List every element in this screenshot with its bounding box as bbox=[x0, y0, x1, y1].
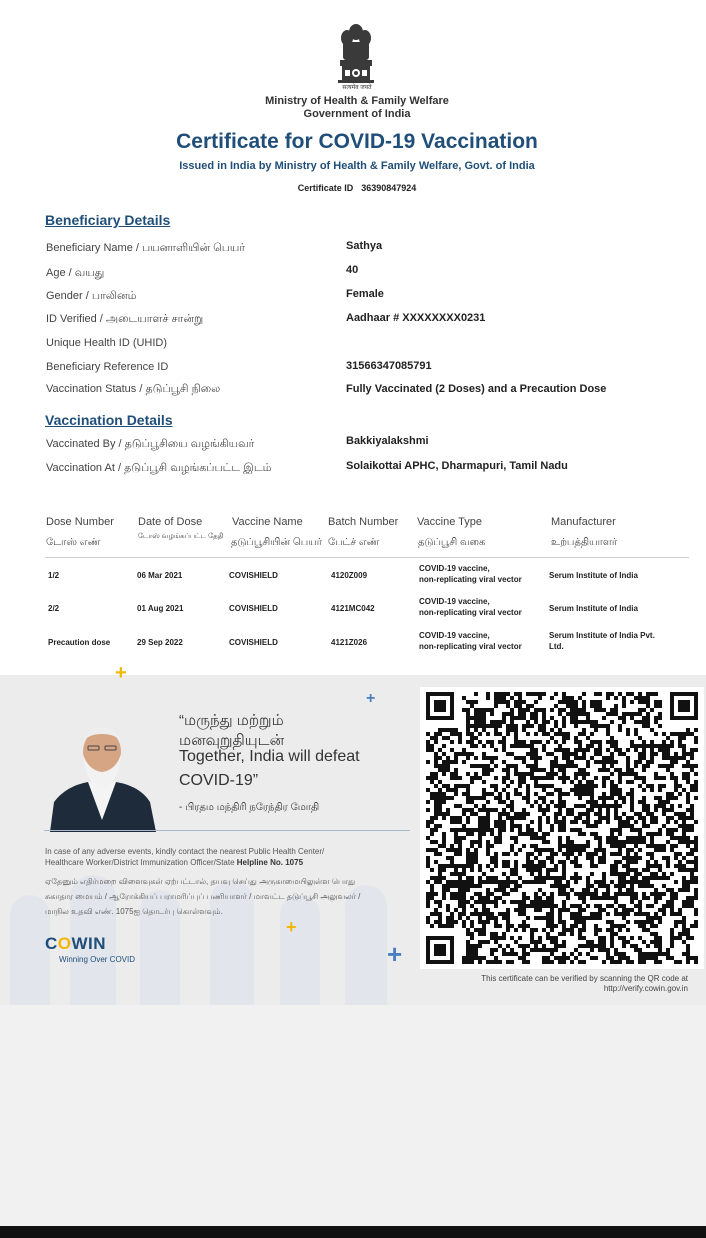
age-label: Age / வயது bbox=[46, 267, 105, 279]
vaccine-name-cell: COVISHIELD bbox=[229, 638, 278, 647]
plus-icon: + bbox=[286, 917, 297, 937]
vaccination-at-value: Solaikottai APHC, Dharmapuri, Tamil Nadu bbox=[346, 460, 568, 472]
background-figure bbox=[10, 895, 50, 1005]
prime-minister-photo bbox=[44, 720, 160, 832]
vaccination-status-value: Fully Vaccinated (2 Doses) and a Precaution Dose bbox=[346, 383, 607, 395]
dose-date-cell: 06 Mar 2021 bbox=[137, 571, 183, 580]
cowin-logo bbox=[45, 934, 106, 954]
certificate-title: Certificate for COVID-19 Vaccination bbox=[176, 130, 538, 153]
gender-label: Gender / பாலினம் bbox=[46, 290, 137, 302]
id-verified-label: ID Verified / அடையாளச் சான்று bbox=[46, 313, 204, 325]
batch-number-cell: 4120Z009 bbox=[331, 571, 368, 580]
uhid-label: Unique Health ID (UHID) bbox=[46, 337, 168, 349]
beneficiary-reference-id-value: 31566347085791 bbox=[346, 360, 432, 372]
quote-tamil-line1: “மருந்து மற்றும் bbox=[179, 712, 284, 729]
dose-date-cell: 01 Aug 2021 bbox=[137, 604, 184, 613]
vaccine-type-header-ta: தடுப்பூசி வகை bbox=[418, 537, 486, 548]
vaccine-name-cell: COVISHIELD bbox=[229, 604, 278, 613]
background-figure bbox=[280, 895, 320, 1005]
plus-icon: + bbox=[366, 690, 376, 707]
helpline-number: Helpline No. 1075 bbox=[236, 858, 304, 867]
dose-number-cell: 2/2 bbox=[48, 604, 60, 613]
dose-number-cell: 1/2 bbox=[48, 571, 60, 580]
manufacturer-header-ta: உற்பத்தியாளர் bbox=[551, 537, 618, 548]
adverse-events-note-tamil-line2: சுகாதார மையம் / ஆரோக்கியப் பராமரிப்புப் பணியாளர் / மாவட்ட தடுப்பூசி அலுவலர் / bbox=[45, 892, 361, 901]
vaccine-type-cell-line2: non-replicating viral vector bbox=[419, 608, 522, 617]
manufacturer-cell: Serum Institute of India bbox=[549, 604, 638, 613]
date-of-dose-header: Date of Dose bbox=[138, 516, 203, 528]
vaccination-status-label: Vaccination Status / தடுப்பூசி நிலை bbox=[46, 383, 221, 395]
age-value: 40 bbox=[346, 264, 359, 276]
manufacturer-cell: Serum Institute of India bbox=[549, 571, 638, 580]
vaccine-type-cell-line2: non-replicating viral vector bbox=[419, 642, 522, 651]
cowin-logo-rest: WIN bbox=[71, 934, 107, 953]
vaccinated-by-label: Vaccinated By / தடுப்பூசியை வழங்கியவர் bbox=[46, 438, 255, 450]
vaccination-details-heading: Vaccination Details bbox=[45, 412, 173, 428]
qr-code-icon bbox=[426, 692, 698, 964]
beneficiary-details-heading: Beneficiary Details bbox=[45, 212, 171, 228]
manufacturer-cell-line2: Ltd. bbox=[549, 642, 564, 651]
dose-number-header: Dose Number bbox=[46, 516, 114, 528]
date-of-dose-header-ta: டோஸ் வழங்கப்பட்ட தேதி bbox=[138, 533, 224, 540]
qr-code-panel bbox=[420, 687, 704, 969]
table-divider bbox=[45, 557, 689, 558]
vaccine-type-cell-line1: COVID-19 vaccine, bbox=[419, 631, 490, 640]
vaccine-type-cell-line1: COVID-19 vaccine, bbox=[419, 597, 490, 606]
quote-tamil-line2: மனவுறுதியுடன் bbox=[179, 732, 285, 749]
vaccine-type-cell-line2: non-replicating viral vector bbox=[419, 575, 522, 584]
vaccinated-by-value: Bakkiyalakshmi bbox=[346, 435, 429, 447]
id-verified-value: Aadhaar # XXXXXXXX0231 bbox=[346, 312, 486, 324]
beneficiary-reference-id-label: Beneficiary Reference ID bbox=[46, 361, 169, 373]
adverse-events-note-line1: In case of any adverse events, kindly contact the nearest Public Health Center/ bbox=[45, 847, 325, 856]
issued-by-line: Issued in India by Ministry of Health & Family Welfare, Govt. of India bbox=[179, 160, 535, 172]
cowin-logo-o: O bbox=[57, 934, 72, 953]
verify-note-line1: This certificate can be verified by scanning the QR code at bbox=[481, 974, 688, 983]
batch-number-header: Batch Number bbox=[328, 516, 399, 528]
bottom-bar bbox=[0, 1226, 706, 1238]
adverse-events-note-tamil-line3: மாநில உதவி எண். 1075ஐ தொடர்பு கொள்ளவும். bbox=[45, 907, 223, 916]
government-name: Government of India bbox=[303, 108, 411, 120]
promo-divider bbox=[44, 830, 410, 831]
quote-attribution: - பிரதம மந்திரி நரேந்திர மோதி bbox=[179, 802, 320, 813]
batch-number-cell: 4121Z026 bbox=[331, 638, 368, 647]
quote-english-line1: Together, India will defeat bbox=[179, 748, 360, 765]
certificate-id-line bbox=[0, 183, 706, 193]
cowin-logo-c: C bbox=[45, 934, 58, 953]
manufacturer-header: Manufacturer bbox=[551, 516, 616, 528]
dose-number-header-ta: டோஸ் எண் bbox=[46, 537, 101, 548]
batch-number-cell: 4121MC042 bbox=[331, 604, 375, 613]
ministry-name: Ministry of Health & Family Welfare bbox=[265, 95, 449, 107]
vaccine-type-header: Vaccine Type bbox=[417, 516, 483, 528]
dose-number-cell: Precaution dose bbox=[48, 638, 111, 647]
vaccine-name-header-ta: தடுப்பூசியின் பெயர் bbox=[231, 537, 322, 548]
beneficiary-name-value: Sathya bbox=[346, 240, 383, 252]
beneficiary-name-label: Beneficiary Name / பயனாளியின் பெயர் bbox=[46, 242, 246, 254]
manufacturer-cell-line1: Serum Institute of India Pvt. bbox=[549, 631, 655, 640]
background-figure bbox=[345, 885, 387, 1005]
certificate-id-value: 36390847924 bbox=[361, 183, 417, 193]
plus-icon: + bbox=[387, 939, 403, 969]
verify-url[interactable]: http://verify.cowin.gov.in bbox=[603, 984, 688, 993]
adverse-events-note-text: Healthcare Worker/District Immunization Officer/State bbox=[45, 858, 237, 867]
adverse-events-note-tamil-line1: ஏதேனும் எதிர்மறை விளைவுகள் ஏற்பட்டால், தயவு செய்து அருகாமையிலுள்ள பொது bbox=[45, 877, 356, 886]
vaccine-name-header: Vaccine Name bbox=[232, 516, 303, 528]
dose-date-cell: 29 Sep 2022 bbox=[137, 638, 183, 647]
gender-value: Female bbox=[346, 288, 384, 300]
batch-number-header-ta: பேட்ச் எண் bbox=[328, 537, 380, 548]
vaccination-at-label: Vaccination At / தடுப்பூசி வழங்கப்பட்ட இடம் bbox=[46, 462, 272, 474]
vaccine-name-cell: COVISHIELD bbox=[229, 571, 278, 580]
plus-icon: + bbox=[115, 662, 127, 684]
vaccine-type-cell-line1: COVID-19 vaccine, bbox=[419, 564, 490, 573]
certificate-id-label: Certificate ID bbox=[297, 183, 354, 193]
quote-english-line2: COVID-19” bbox=[179, 772, 259, 789]
cowin-tagline: Winning Over COVID bbox=[59, 955, 136, 964]
emblem-motto: सत्यमेव जयते bbox=[342, 85, 372, 91]
adverse-events-note-line2 bbox=[45, 857, 303, 868]
